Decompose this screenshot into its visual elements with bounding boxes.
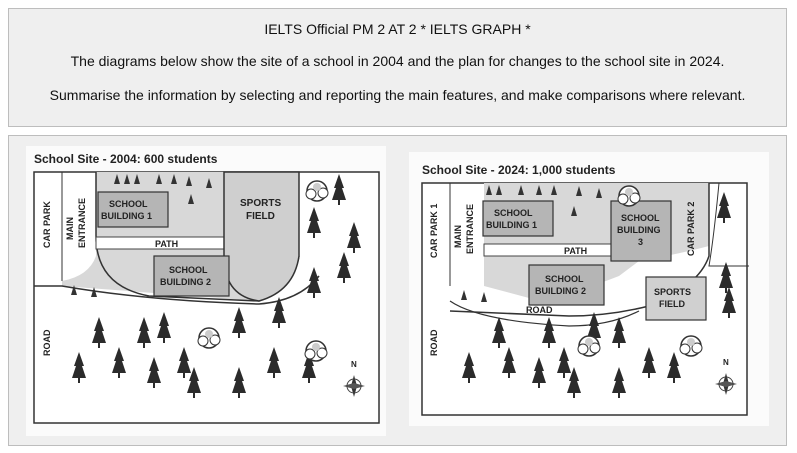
map-2024-b1-1: SCHOOL [494,208,533,218]
map-2024-b3-2: BUILDING [617,225,661,235]
map-2024-bush-1 [618,186,640,206]
task-prompt [8,8,787,127]
map-2004 [26,146,386,436]
map-2004-b1-2: BUILDING 1 [101,211,153,221]
map-2004-bush-1 [306,181,328,201]
map-2004-title: School Site - 2004: 600 students [34,152,218,166]
map-2024-b1-2: BUILDING 1 [486,220,538,230]
map-2024 [409,152,769,426]
map-2004-building-2 [154,256,229,296]
map-2024-car-park-2: CAR PARK 2 [686,201,696,256]
map-2004-sports-field [224,172,299,301]
maps-panel [8,135,787,446]
map-2004-road: ROAD [42,329,52,356]
task-instruction: Summarise the information by selecting and reporting the main features, and make comparisons where relevant. [49,87,746,103]
map-2024-car-park-1: CAR PARK 1 [429,203,439,258]
map-2004-b1-1: SCHOOL [109,199,148,209]
map-2024-road-top: ROAD [526,305,553,315]
map-2024-bush-2 [578,336,600,356]
map-2024-main-label: MAIN [453,225,463,248]
map-2024-entrance-label: ENTRANCE [465,203,475,254]
task-description: The diagrams below show the site of a school in 2004 and the plan for changes to the school site in 2024. [70,53,725,69]
map-2004-main-label: MAIN [65,217,75,240]
map-2024-path [484,244,624,256]
map-2024-b2-1: SCHOOL [545,274,584,284]
map-2024-path-label: PATH [564,246,588,256]
map-2024-sports-1: SPORTS [654,287,692,297]
map-2004-building-1 [98,192,168,227]
map-2024-b3-1: SCHOOL [621,213,660,223]
map-2024-building-1 [483,201,553,236]
map-2004-sports-1: SPORTS [240,198,282,209]
map-2004-b2-2: BUILDING 2 [160,277,212,287]
map-2004-entrance-label: ENTRANCE [77,197,87,248]
map-2024-building-2 [529,265,604,305]
map-2024-bush-3 [680,336,702,356]
map-2024-road: ROAD [429,329,439,356]
map-2024-b2-2: BUILDING 2 [535,286,587,296]
map-2004-north: N [351,360,357,369]
task-title: IELTS Official PM 2 AT 2 * IELTS GRAPH * [264,21,531,37]
map-2004-bush-2 [198,328,220,348]
map-2024-north: N [723,358,729,367]
map-2004-car-park: CAR PARK [42,201,52,248]
map-2004-sports-2: FIELD [246,211,275,222]
map-2024-sports-2: FIELD [659,299,685,309]
map-2024-b3-3: 3 [638,237,644,247]
map-2024-title: School Site - 2024: 1,000 students [422,163,616,177]
map-2004-bush-3 [305,341,327,361]
map-2004-b2-1: SCHOOL [169,265,208,275]
maps-svg [9,136,788,447]
map-2004-path-label: PATH [155,239,179,249]
